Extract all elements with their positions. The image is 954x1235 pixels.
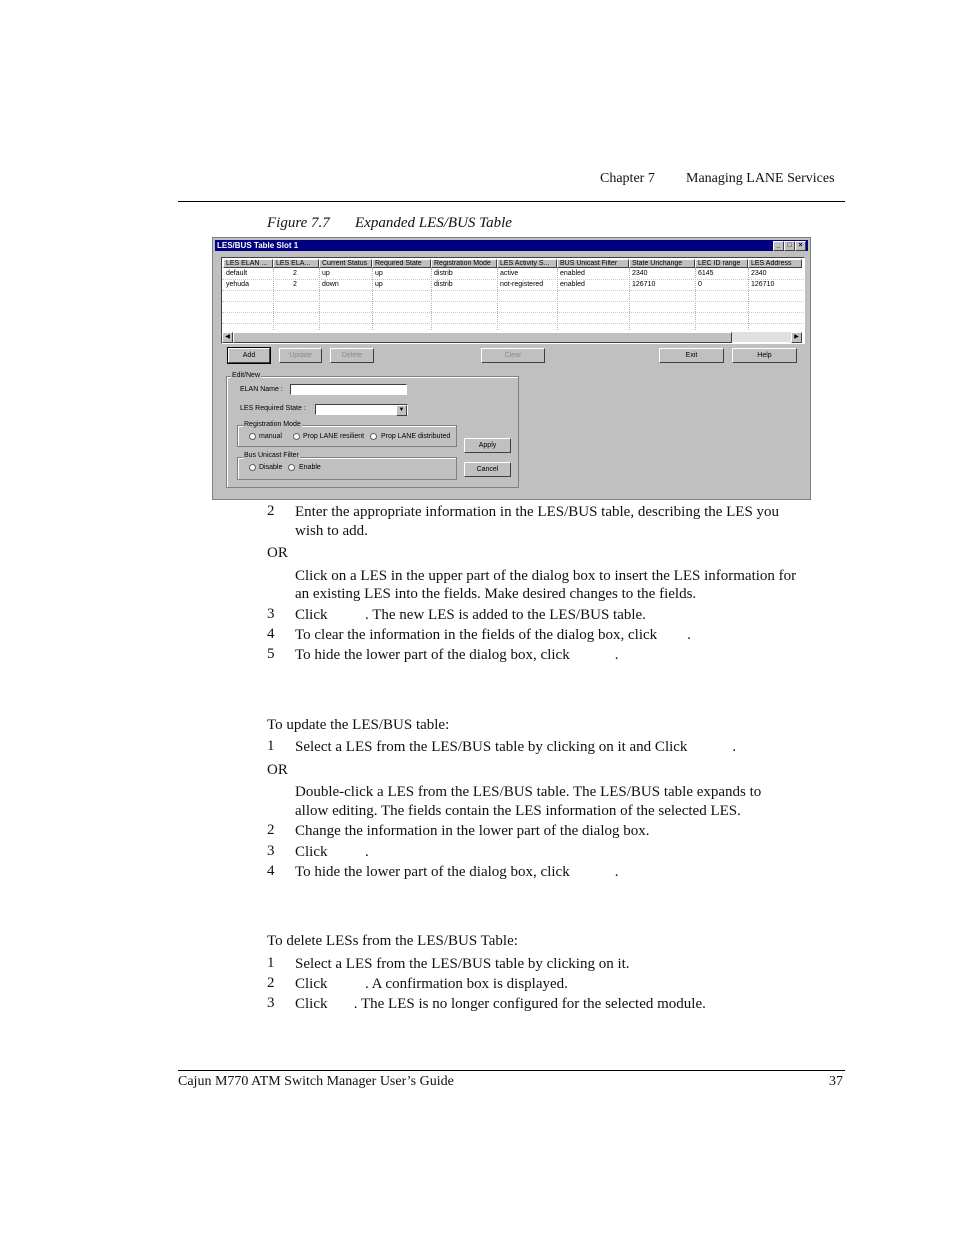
figure-number: Figure 7.7 [267, 215, 330, 231]
add-button[interactable]: Add [228, 348, 270, 363]
les-required-state-select[interactable] [315, 404, 408, 415]
table-cell[interactable]: enabled [560, 270, 585, 277]
chevron-down-icon[interactable]: ▼ [396, 405, 407, 416]
step-number: 3 [267, 843, 275, 859]
table-cell[interactable]: 0 [698, 281, 702, 288]
clear-button[interactable]: Clear [481, 348, 545, 363]
table-cell[interactable]: 126710 [751, 281, 775, 288]
step-number: 4 [267, 626, 275, 642]
table-cell[interactable]: distrib [434, 270, 453, 277]
footer-rule [178, 1070, 845, 1071]
edit-new-label: Edit/New [232, 372, 261, 379]
help-button[interactable]: Help [732, 348, 797, 363]
les-bus-table[interactable] [221, 257, 805, 344]
cancel-button[interactable]: Cancel [464, 462, 511, 477]
table-cell[interactable]: 2340 [751, 270, 767, 277]
step-number: 3 [267, 995, 275, 1011]
scroll-thumb[interactable] [233, 332, 732, 343]
step-text: Select a LES from the LES/BUS table by clicking on it. [295, 956, 630, 972]
update-intro: To update the LES/BUS table: [267, 717, 450, 733]
or-label: OR [267, 762, 288, 778]
table-cell[interactable]: 2 [293, 281, 297, 288]
radio-disable[interactable] [249, 464, 256, 471]
step-text: To hide the lower part of the dialog box, click . [295, 647, 619, 663]
step-text: Click . The new LES is added to the LES/BUS table. [295, 607, 646, 623]
apply-button[interactable]: Apply [464, 438, 511, 453]
radio-prop-lane-resilient[interactable] [293, 433, 300, 440]
section-label: Managing LANE Services [686, 171, 835, 186]
radio-manual-label: manual [259, 433, 282, 440]
exit-button[interactable]: Exit [659, 348, 724, 363]
step-text: wish to add. [295, 523, 368, 539]
scroll-right-icon[interactable]: ▶ [791, 332, 802, 343]
step-text: Enter the appropriate information in the LES/BUS table, describing the LES you [295, 504, 780, 520]
table-cell[interactable]: 2340 [632, 270, 648, 277]
step-number: 2 [267, 822, 275, 838]
table-cell[interactable]: 6145 [698, 270, 714, 277]
or-label: OR [267, 545, 288, 561]
minimize-icon[interactable]: _ [773, 241, 784, 251]
bus-unicast-filter-label: Bus Unicast Filter [244, 452, 299, 459]
column-header[interactable]: Required State [372, 259, 431, 268]
table-cell[interactable]: up [375, 281, 383, 288]
table-cell[interactable]: enabled [560, 281, 585, 288]
step-number: 1 [267, 738, 275, 754]
table-cell[interactable]: 2 [293, 270, 297, 277]
delete-button[interactable]: Delete [330, 348, 374, 363]
chapter-label: Chapter 7 [600, 171, 655, 186]
step-text: an existing LES into the fields. Make desired changes to the fields. [295, 586, 697, 602]
table-cell[interactable]: default [226, 270, 248, 277]
radio-disable-label: Disable [259, 464, 283, 471]
column-header[interactable]: State Unchange [629, 259, 695, 268]
update-button[interactable]: Update [279, 348, 322, 363]
step-text: Select a LES from the LES/BUS table by clicking on it and Click . [295, 739, 737, 755]
les-bus-table-dialog [212, 237, 811, 500]
step-text: Click . The LES is no longer configured for the selected module. [295, 996, 706, 1012]
figure-title: Expanded LES/BUS Table [355, 215, 512, 231]
radio-prop-lane-distributed[interactable] [370, 433, 377, 440]
header-rule [178, 201, 845, 202]
table-cell[interactable]: distrib [434, 281, 453, 288]
maximize-icon[interactable]: □ [784, 241, 795, 251]
step-text: Click on a LES in the upper part of the dialog box to insert the LES information for [295, 568, 797, 584]
step-text: To clear the information in the fields of the dialog box, click . [295, 627, 691, 643]
page-number: 37 [829, 1074, 843, 1089]
table-cell[interactable]: yehuda [226, 281, 249, 288]
column-header[interactable]: LES Activity S... [497, 259, 557, 268]
table-cell[interactable]: active [500, 270, 519, 277]
column-header[interactable]: LEC ID range [695, 259, 748, 268]
radio-enable-label: Enable [299, 464, 321, 471]
elan-name-input[interactable] [290, 384, 407, 395]
step-text: Double-click a LES from the LES/BUS table. The LES/BUS table expands to [295, 784, 762, 800]
table-cell[interactable]: 126710 [632, 281, 656, 288]
close-icon[interactable]: × [795, 241, 806, 251]
dialog-title: LES/BUS Table Slot 1 [217, 241, 299, 250]
step-number: 4 [267, 863, 275, 879]
radio-prop-lane-resilient-label: Prop LANE resilient [303, 433, 365, 440]
step-number: 2 [267, 503, 275, 519]
scroll-left-icon[interactable]: ◀ [222, 332, 233, 343]
horizontal-scrollbar[interactable] [222, 332, 802, 342]
radio-enable[interactable] [288, 464, 295, 471]
dialog-titlebar [215, 240, 808, 251]
delete-intro: To delete LESs from the LES/BUS Table: [267, 933, 518, 949]
step-text: allow editing. The fields contain the LES information of the selected LES. [295, 803, 741, 819]
column-header[interactable]: BUS Unicast Filter [557, 259, 629, 268]
table-cell[interactable]: down [322, 281, 339, 288]
column-header[interactable]: LES Address [748, 259, 802, 268]
step-number: 1 [267, 955, 275, 971]
radio-manual[interactable] [249, 433, 256, 440]
step-text: Change the information in the lower part of the dialog box. [295, 823, 650, 839]
table-cell[interactable]: not-registered [500, 281, 544, 288]
column-header[interactable]: LES ELAN ... [223, 259, 273, 268]
radio-prop-lane-distributed-label: Prop LANE distributed [381, 433, 451, 440]
table-cell[interactable]: up [375, 270, 383, 277]
column-header[interactable]: Current Status [319, 259, 372, 268]
step-number: 2 [267, 975, 275, 991]
column-header[interactable]: Registration Mode [431, 259, 497, 268]
footer-title: Cajun M770 ATM Switch Manager User’s Guide [178, 1074, 454, 1089]
step-number: 5 [267, 646, 275, 662]
registration-mode-label: Registration Mode [244, 421, 301, 428]
step-text: To hide the lower part of the dialog box, click . [295, 864, 619, 880]
step-text: Click . [295, 844, 369, 860]
step-text: Click . A confirmation box is displayed. [295, 976, 568, 992]
elan-name-label: ELAN Name : [240, 386, 283, 393]
step-number: 3 [267, 606, 275, 622]
column-header[interactable]: LES ELA... [273, 259, 319, 268]
les-required-state-label: LES Required State : [240, 405, 306, 412]
table-cell[interactable]: up [322, 270, 330, 277]
